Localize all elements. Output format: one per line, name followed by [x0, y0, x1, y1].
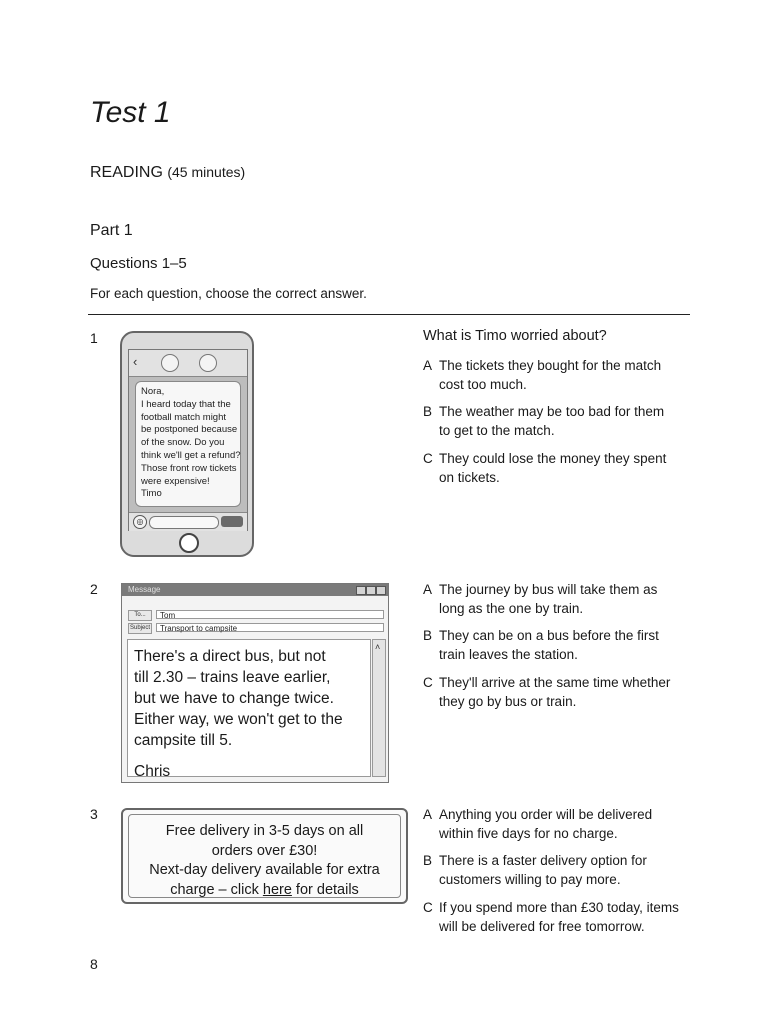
question-number-1: 1 — [90, 330, 98, 346]
questions-range: Questions 1–5 — [90, 255, 187, 272]
option-2b[interactable]: B They can be on a bus before the first train leaves the station. — [423, 628, 659, 662]
subject-field: Transport to campsite — [156, 623, 384, 632]
option-1b[interactable]: B The weather may be too bad for them to get to the match. — [423, 404, 665, 438]
camera-icon: ◎ — [133, 515, 147, 529]
message-line: were expensive! — [141, 475, 210, 487]
message-line: football match might — [141, 411, 227, 423]
section-duration: (45 minutes) — [167, 164, 246, 180]
option-2a[interactable]: A The journey by bus will take them as long as the one by train. — [423, 582, 658, 616]
message-line: I heard today that the — [141, 398, 231, 410]
message-input — [149, 516, 219, 529]
send-button — [221, 516, 243, 527]
email-signature: Chris — [134, 763, 171, 780]
section-heading — [90, 164, 245, 182]
part-heading: Part 1 — [90, 222, 133, 239]
email-scrollbar — [372, 639, 386, 777]
message-line: think we'll get a refund? — [141, 449, 241, 461]
text-message-bubble — [135, 381, 241, 507]
phone-screen — [128, 349, 248, 531]
close-icon — [376, 586, 386, 595]
subject-label: Subject — [128, 623, 152, 634]
phone-top-bar — [129, 350, 247, 377]
email-line: but we have to change twice. — [134, 690, 334, 707]
email-line: till 2.30 – trains leave earlier, — [134, 669, 331, 686]
instruction-text: For each question, choose the correct answer. — [90, 286, 367, 301]
email-title-bar — [122, 584, 388, 596]
option-1a[interactable]: A The tickets they bought for the match cost too much. — [423, 358, 662, 392]
option-3a[interactable]: A Anything you order will be delivered within five days for no charge. — [423, 807, 653, 841]
subject-row — [128, 623, 386, 633]
home-button-icon — [179, 533, 199, 553]
message-signature: Timo — [141, 488, 162, 500]
message-line: of the snow. Do you — [141, 437, 225, 449]
divider — [88, 314, 690, 315]
email-window-illustration — [121, 583, 389, 783]
email-window-title: Message — [128, 585, 161, 594]
delivery-banner-text — [128, 814, 401, 898]
message-line: be postponed because — [141, 424, 238, 436]
test-title: Test 1 — [90, 96, 171, 129]
contact-avatar-icon — [199, 354, 217, 372]
question-number-2: 2 — [90, 581, 98, 597]
email-line: campsite till 5. — [134, 732, 233, 749]
option-3b[interactable]: B There is a faster delivery option for customers willing to pay more. — [423, 853, 647, 887]
to-field: Tom — [156, 610, 384, 619]
question-prompt-1: What is Timo worried about? — [423, 328, 607, 344]
banner-line: orders over £30! — [211, 842, 318, 859]
question-number-3: 3 — [90, 806, 98, 822]
phone-illustration — [120, 331, 254, 557]
contact-avatar-icon — [161, 354, 179, 372]
to-row — [128, 610, 386, 620]
maximize-icon — [366, 586, 376, 595]
banner-line: charge – click here for details — [170, 881, 359, 898]
message-line: Nora, — [141, 386, 165, 397]
phone-compose-bar — [129, 512, 247, 531]
message-line: Those front row tickets — [141, 462, 237, 474]
to-label: To... — [128, 610, 152, 621]
option-3c[interactable]: C If you spend more than £30 today, items will be delivered for free tomorrow. — [423, 900, 679, 934]
delivery-banner-illustration — [121, 808, 408, 904]
scroll-up-icon: ˄ — [375, 642, 381, 652]
email-body — [127, 639, 371, 780]
section-name: READING — [90, 164, 163, 181]
page-number: 8 — [90, 956, 98, 972]
details-link[interactable]: here — [262, 881, 292, 898]
back-arrow-icon: ‹ — [133, 354, 138, 369]
minimize-icon — [356, 586, 366, 595]
banner-line: Free delivery in 3-5 days on all — [165, 823, 364, 839]
email-line: There's a direct bus, but not — [134, 648, 326, 665]
option-2c[interactable]: C They'll arrive at the same time whether they go by bus or train. — [423, 675, 671, 709]
email-line: Either way, we won't get to the — [134, 711, 343, 728]
option-1c[interactable]: C They could lose the money they spent on tickets. — [423, 451, 667, 485]
banner-line: Next-day delivery available for extra — [149, 862, 380, 878]
